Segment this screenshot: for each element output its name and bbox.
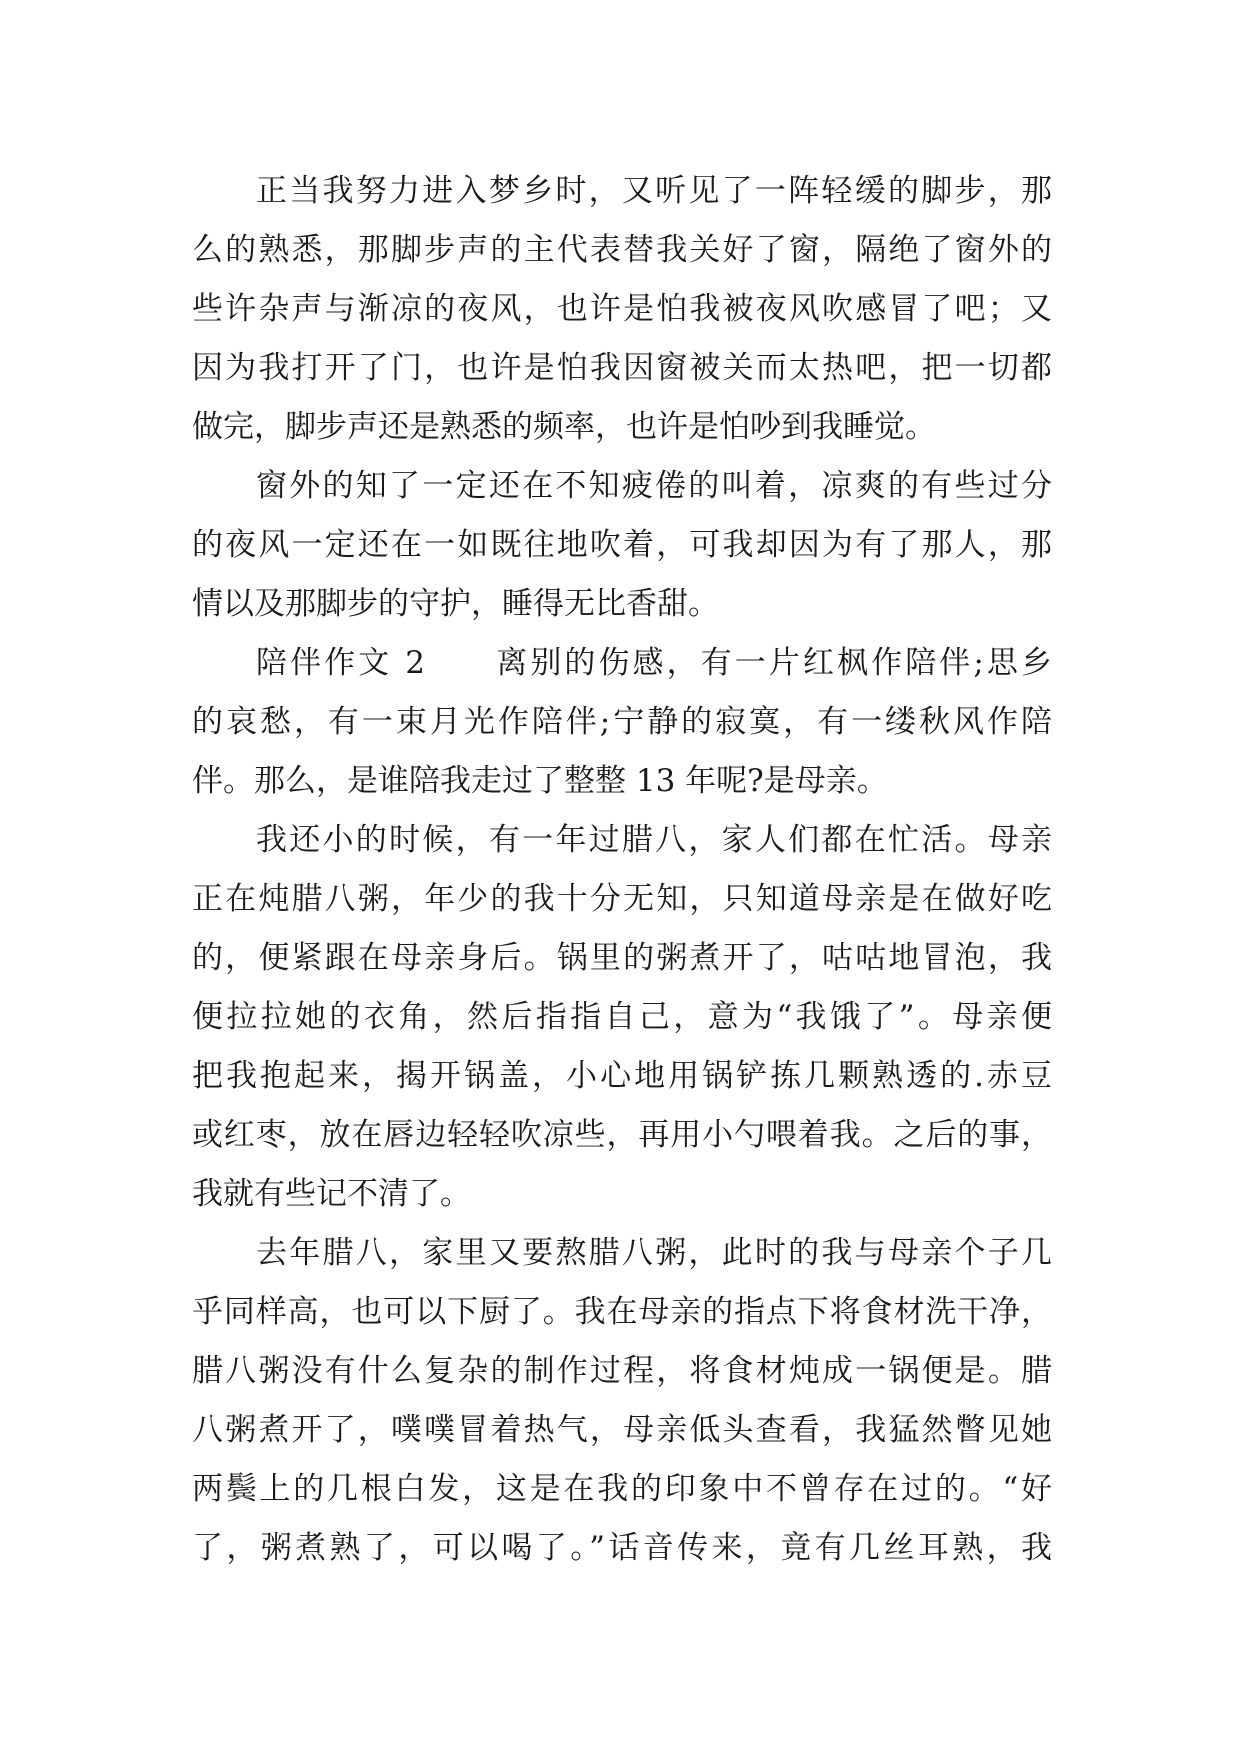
text-line: 么的熟悉，那脚步声的主代表替我关好了窗，隔绝了窗外的 xyxy=(192,232,1052,268)
text-line: 些许杂声与渐凉的夜风，也许是怕我被夜风吹感冒了吧；又 xyxy=(192,291,1052,327)
document-body xyxy=(192,162,1052,1578)
text-line: 正当我努力进入梦乡时，又听见了一阵轻缓的脚步，那 xyxy=(256,173,1052,209)
text-line: 的夜风一定还在一如既往地吹着，可我却因为有了那人，那 xyxy=(192,527,1052,563)
text-line: 去年腊八，家里又要熬腊八粥，此时的我与母亲个子几 xyxy=(256,1235,1052,1271)
text-line: 我就有些记不清了。 xyxy=(192,1176,471,1212)
text-line: 做完，脚步声还是熟悉的频率，也许是怕吵到我睡觉。 xyxy=(192,409,936,445)
text-line: 陪伴作文 2 离别的伤感，有一片红枫作陪伴;思乡 xyxy=(256,645,1052,681)
text-line: 因为我打开了门，也许是怕我因窗被关而太热吧，把一切都 xyxy=(192,350,1052,386)
text-line: 我还小的时候，有一年过腊八，家人们都在忙活。母亲 xyxy=(256,822,1052,858)
text-line: 了，粥煮熟了，可以喝了。”话音传来，竟有几丝耳熟，我 xyxy=(192,1530,1052,1566)
text-line: 正在炖腊八粥，年少的我十分无知，只知道母亲是在做好吃 xyxy=(192,881,1052,917)
text-line: 伴。那么，是谁陪我走过了整整 13 年呢?是母亲。 xyxy=(192,763,888,799)
text-line: 八粥煮开了，噗噗冒着热气，母亲低头查看，我猛然瞥见她 xyxy=(192,1412,1052,1448)
text-line: 或红枣，放在唇边轻轻吹凉些，再用小勺喂着我。之后的事， xyxy=(192,1117,1052,1153)
text-line: 的哀愁，有一束月光作陪伴;宁静的寂寞，有一缕秋风作陪 xyxy=(192,704,1052,740)
text-line: 两鬓上的几根白发，这是在我的印象中不曾存在过的。“好 xyxy=(192,1471,1052,1507)
text-line: 窗外的知了一定还在不知疲倦的叫着，凉爽的有些过分 xyxy=(256,468,1052,504)
text-line: 乎同样高，也可以下厨了。我在母亲的指点下将食材洗干净， xyxy=(192,1294,1052,1330)
text-line: 把我抱起来，揭开锅盖，小心地用锅铲拣几颗熟透的.赤豆 xyxy=(192,1058,1052,1094)
text-line: 腊八粥没有什么复杂的制作过程，将食材炖成一锅便是。腊 xyxy=(192,1353,1052,1389)
text-line: 的，便紧跟在母亲身后。锅里的粥煮开了，咕咕地冒泡，我 xyxy=(192,940,1052,976)
text-line: 情以及那脚步的守护，睡得无比香甜。 xyxy=(192,586,719,622)
text-line: 便拉拉她的衣角，然后指指自己，意为“我饿了”。母亲便 xyxy=(192,999,1052,1035)
